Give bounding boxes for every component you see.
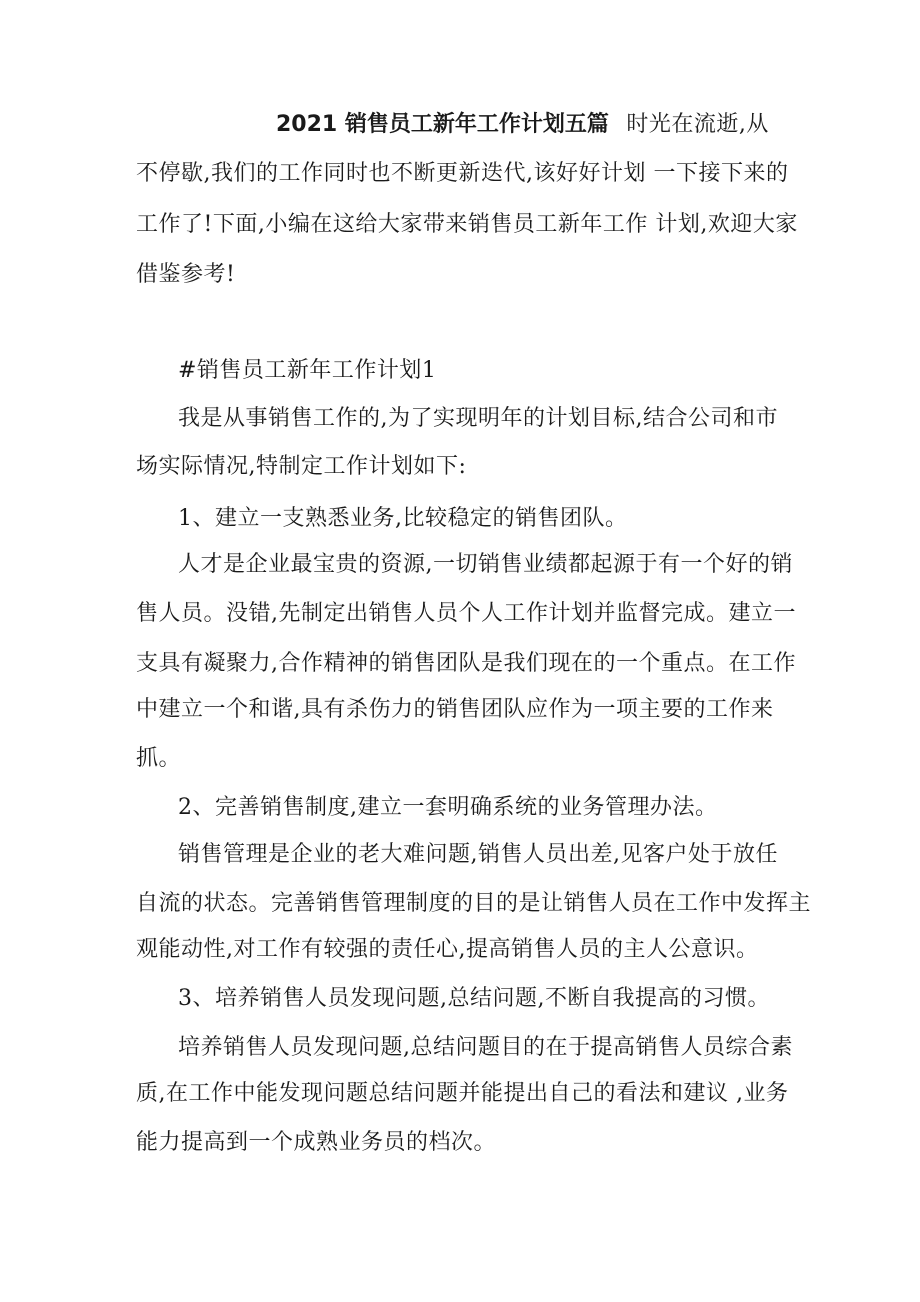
paragraph-line: 人才是企业最宝贵的资源,一切销售业绩都起源于有一个好的销 — [178, 552, 793, 577]
list-item-heading: 2、完善销售制度,建立一套明确系统的业务管理办法。 — [178, 795, 718, 820]
paragraph-line: 抓。 — [136, 746, 182, 771]
paragraph-line: 中建立一个和谐,具有杀伤力的销售团队应作为一项主要的工作来 — [136, 697, 774, 722]
paragraph-line: 自流的状态。完善销售管理制度的目的是让销售人员在工作中发挥主 — [136, 891, 812, 916]
intro-line-1: 时光在流逝,从 — [626, 112, 769, 137]
intro-line-4: 借鉴参考! — [136, 262, 236, 287]
paragraph-line: 销售管理是企业的老大难问题,销售人员出差,见客户处于放任 — [178, 842, 778, 867]
paragraph-line: 观能动性,对工作有较强的责任心,提高销售人员的主人公意识。 — [136, 937, 759, 962]
paragraph-line: 售人员。没错,先制定出销售人员个人工作计划并监督完成。建立一 — [136, 601, 796, 626]
intro-line-3: 工作了!下面,小编在这给大家带来销售员工新年工作 计划,欢迎大家 — [136, 212, 798, 237]
paragraph-line: 场实际情况,特制定工作计划如下: — [136, 454, 467, 479]
paragraph-line: 我是从事销售工作的,为了实现明年的计划目标,结合公司和市 — [178, 406, 778, 431]
document-title: 2021 销售员工新年工作计划五篇 — [276, 112, 609, 137]
paragraph-line: 质,在工作中能发现问题总结问题并能提出自己的看法和建议 ,业务 — [136, 1081, 789, 1106]
paragraph-line: 支具有凝聚力,合作精神的销售团队是我们现在的一个重点。在工作 — [136, 651, 796, 676]
paragraph-line: 能力提高到一个成熟业务员的档次。 — [136, 1130, 497, 1155]
intro-line-2: 不停歇,我们的工作同时也不断更新迭代,该好好计划 一下接下来的 — [136, 161, 789, 186]
title-line — [276, 110, 769, 140]
paragraph-line: 培养销售人员发现问题,总结问题目的在于提高销售人员综合素 — [178, 1035, 793, 1060]
section-heading: #销售员工新年工作计划1 — [178, 358, 437, 383]
list-item-heading: 1、建立一支熟悉业务,比较稳定的销售团队。 — [178, 506, 628, 531]
list-item-heading: 3、培养销售人员发现问题,总结问题,不断自我提高的习惯。 — [178, 986, 770, 1011]
